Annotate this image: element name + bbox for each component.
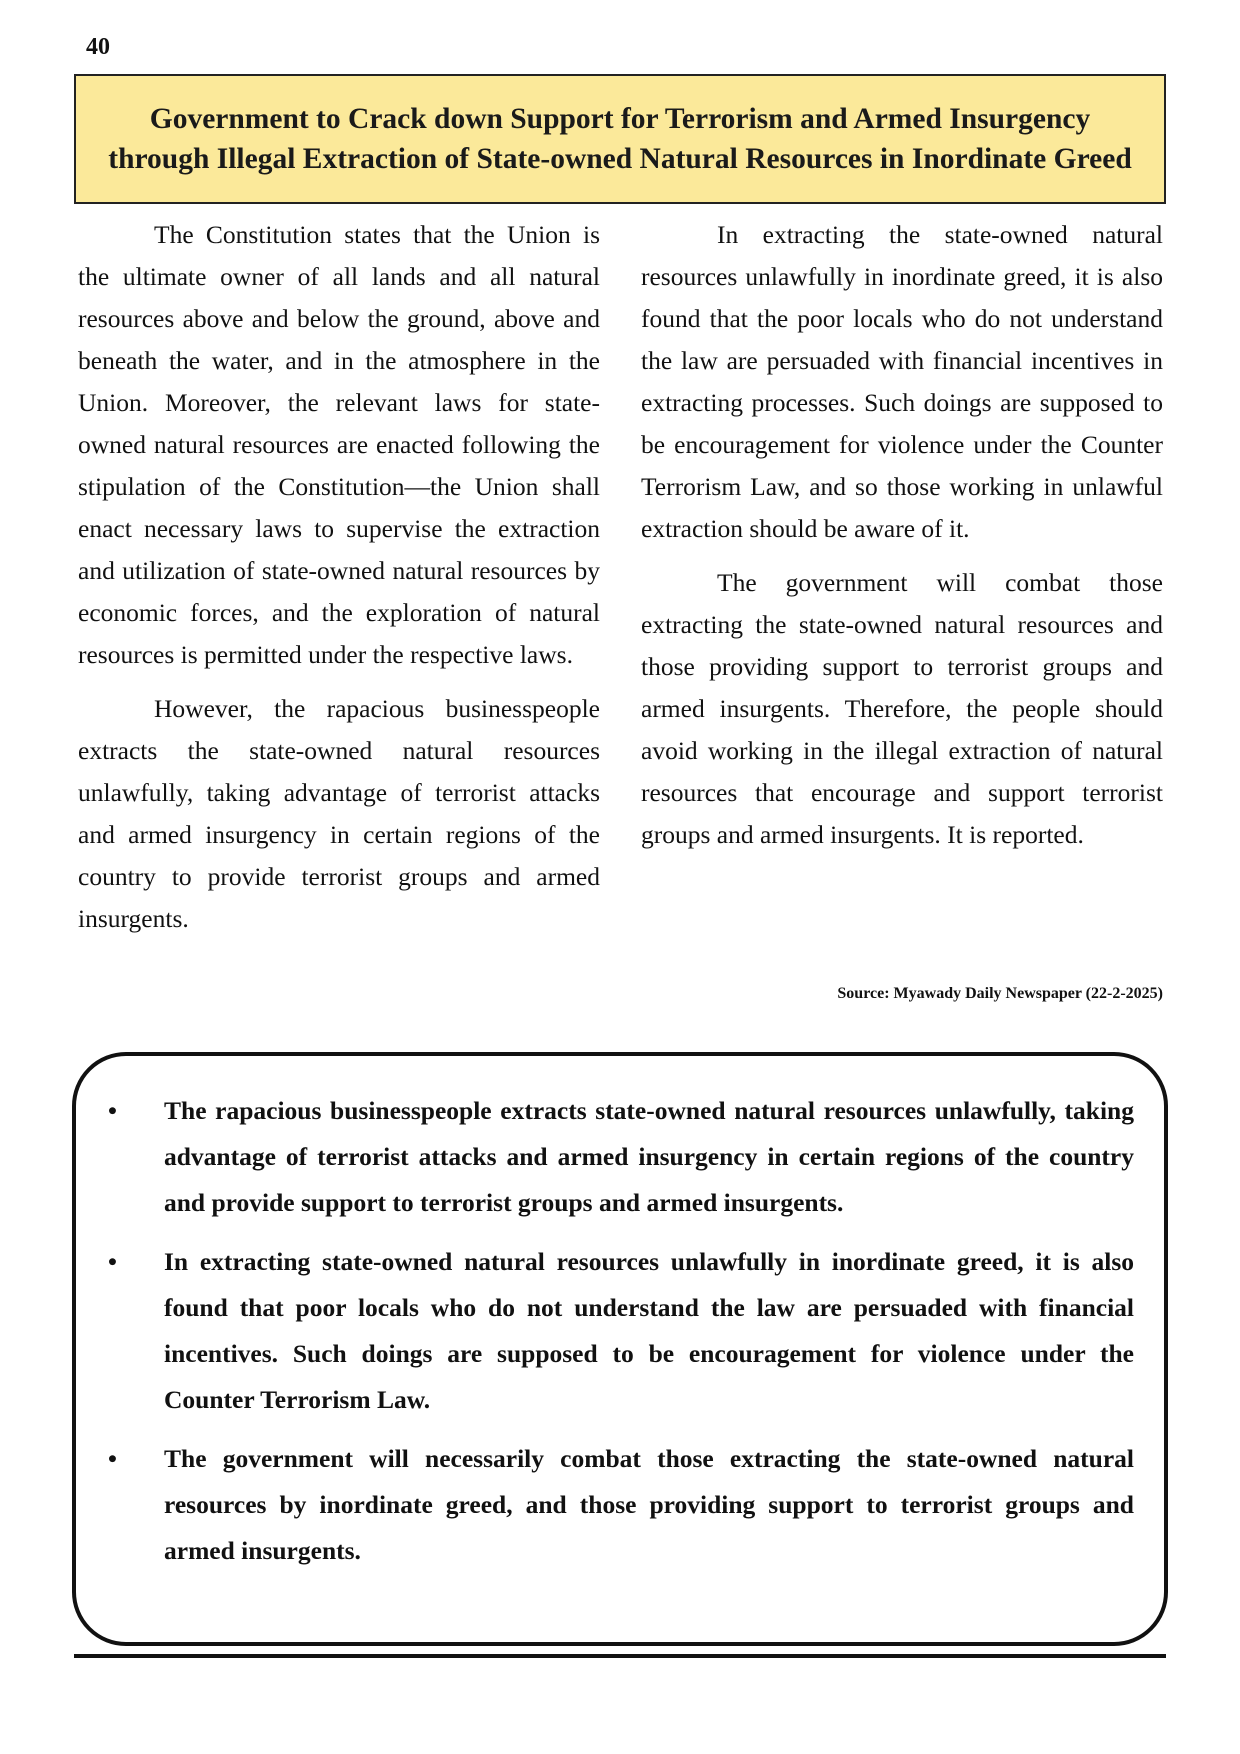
right-paragraph-2: The government will combat those extracting the state-owned natural resources and those providing support to terrorist groups and armed insurgents. Therefore, the people should avoid working in the illegal extraction of natural resources that encourage and support terrorist groups and armed insurgents. It is reported. [641, 568, 1163, 849]
page-title: Government to Crack down Support for Terrorism and Armed Insurgency through Illegal Extraction of State-owned Natural Resources in Inordinate Greed [108, 103, 1132, 175]
left-column [78, 214, 600, 952]
summary-item-text: The rapacious businesspeople extracts state-owned natural resources unlawfully, taking advantage of terrorist attacks and armed insurgency in certain regions of the country and provide support to terrorist groups and armed insurgents. [164, 1096, 1134, 1217]
bullet-icon: • [108, 1247, 117, 1276]
bullet-icon: • [108, 1096, 117, 1125]
footer-divider [74, 1654, 1166, 1658]
summary-item [104, 1436, 1134, 1574]
page-number: 40 [86, 34, 110, 60]
left-paragraph-1: The Constitution states that the Union is the ultimate owner of all lands and all natural resources above and below the ground, above and beneath the water, and in the atmosphere in the Union. Moreover, the relevant laws for state-owned natural resources are enacted following the stipulation of the Constitution—the Union shall enact necessary laws to supervise the extraction and utilization of state-owned natural resources by economic forces, and the exploration of natural resources is permitted under the respective laws. [78, 220, 600, 669]
title-box [74, 74, 1166, 204]
summary-list [76, 1056, 1164, 1574]
summary-item-text: The government will necessarily combat those extracting the state-owned natural resources by inordinate greed, and those providing support to terrorist groups and armed insurgents. [164, 1444, 1134, 1565]
summary-item [104, 1239, 1134, 1423]
summary-item [104, 1088, 1134, 1226]
left-paragraph-2: However, the rapacious businesspeople extracts the state-owned natural resources unlawfully, taking advantage of terrorist attacks and armed insurgency in certain regions of the country to provide terrorist groups and armed insurgents. [78, 694, 600, 933]
right-paragraph-1: In extracting the state-owned natural resources unlawfully in inordinate greed, it is also found that the poor locals who do not understand the law are persuaded with financial incentives in extracting processes. Such doings are supposed to be encouragement for violence under the Counter Terrorism Law, and so those working in unlawful extraction should be aware of it. [641, 220, 1163, 543]
source-credit: Source: Myawady Daily Newspaper (22-2-2025) [837, 985, 1163, 1002]
summary-box [72, 1052, 1168, 1646]
bullet-icon: • [108, 1444, 117, 1473]
right-column [641, 214, 1163, 868]
summary-item-text: In extracting state-owned natural resources unlawfully in inordinate greed, it is also found that poor locals who do not understand the law are persuaded with financial incentives. Such doings are supposed to be encouragement for violence under the Counter Terrorism Law. [164, 1247, 1134, 1414]
